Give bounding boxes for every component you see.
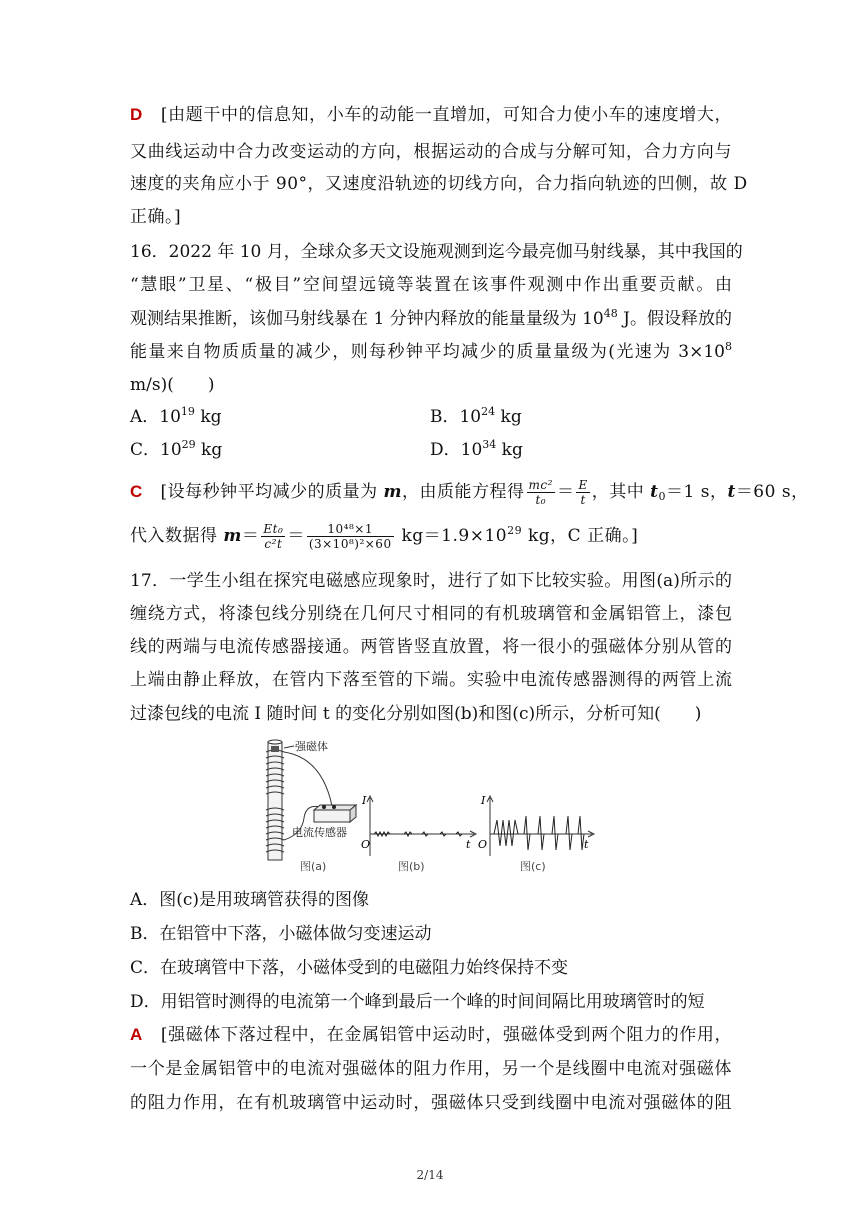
q16-explanation-line-2: 代入数据得 m＝ $\frac{\text{Et₀}}{\text{c²t}}$ ＝ $\frac{\text{10⁴⁸×1}}{\text{(3×10⁸)²×60}}$ $kg=1.9\times 10^{29}$ kg，C 正确。] [130, 522, 639, 551]
tube-with-coil [266, 740, 332, 860]
graph-c-origin: O [478, 838, 488, 851]
label-sensor: 电流传感器 [292, 826, 347, 839]
q17-option-b: B．在铝管中下落，小磁体做匀变速运动 [130, 924, 432, 944]
graph-b-axis-t: t [466, 838, 471, 851]
page-number: 2/14 [416, 1168, 444, 1182]
label-magnet: 强磁体 [295, 740, 328, 753]
q15-explanation-line-2: 又曲线运动中合力改变运动的方向，根据运动的合成与分解可知，合力方向与 [130, 142, 732, 162]
q15-explanation-line-1 [130, 103, 732, 127]
q16-option-d: D．$10^{34}$ kg [430, 438, 523, 460]
q16-explanation-line-1: C [设每秒钟平均减少的质量为 m，由质能方程得 $\frac{\text{mc²}}{\text{t₀}}$ ＝ $\frac{E}{t}$ ，其中 $t_0=1$ s，t＝60 s， [130, 478, 809, 507]
graph-b-axis-i: I [362, 794, 367, 807]
graph-b [361, 794, 476, 873]
q17-figure [262, 738, 602, 878]
q17-option-a: A．图(c)是用玻璃管获得的图像 [130, 890, 370, 910]
q17-stem-line-5: 过漆包线的电流 I 随时间 t 的变化分别如图(b)和图(c)所示，分析可知( ) [130, 704, 702, 724]
q17-answer-letter: A [130, 1025, 143, 1044]
graph-c-axis-i: I [481, 794, 486, 807]
fraction-numeric: $\frac{\text{10⁴⁸×1}}{\text{(3×10⁸)²×60}}$ [308, 522, 392, 551]
fraction-e-t: $\frac{E}{t}$ [578, 478, 588, 507]
graph-c [478, 794, 594, 873]
q16-option-a: A．$10^{19}$ kg [130, 405, 222, 427]
q17-stem-line-4: 上端由静止释放，在管内下落至管的下端。实验中电流传感器测得的两管上流 [130, 670, 732, 690]
q16-stem-line-5: m/s)( ) [130, 375, 215, 395]
caption-a: 图(a) [300, 860, 327, 873]
q17-explanation-line-2: 一个是金属铝管中的电流对强磁体的阻力作用，另一个是线圈中电流对强磁体 [130, 1059, 732, 1079]
q17-option-c: C．在玻璃管中下落，小磁体受到的电磁阻力始终保持不变 [130, 958, 569, 978]
q16-option-c: C．$10^{29}$ kg [130, 438, 223, 460]
q16-stem-line-4: 能量来自物质质量的减少，则每秒钟平均减少的质量量级为(光速为 $3\times 10^8$ [130, 340, 732, 362]
q17-stem-line-3: 线的两端与电流传感器接通。两管皆竖直放置，将一很小的强磁体分别从管的 [130, 637, 732, 657]
q16-answer-letter: C [130, 482, 143, 501]
q16-option-b: B．$10^{24}$ kg [430, 405, 522, 427]
q15-explanation-line-4: 正确。] [130, 207, 182, 227]
graph-c-axis-t: t [584, 838, 589, 851]
q16-stem-line-3: 观测结果推断，该伽马射线暴在 1 分钟内释放的能量量级为 $10^{48}$ J。假设释放的 [130, 307, 732, 329]
q16-stem-line-2: “慧眼”卫星、“极目”空间望远镜等装置在该事件观测中作出重要贡献。由 [130, 275, 732, 295]
q17-explanation-line-1: A [强磁体下落过程中，在金属铝管中运动时，强磁体受到两个阻力的作用， [130, 1025, 732, 1045]
caption-c: 图(c) [520, 860, 546, 873]
q16-stem-line-1: 16．2022 年 10 月，全球众多天文设施观测到迄今最亮伽马射线暴，其中我国的 [130, 242, 743, 262]
fraction-mc2-t0: $\frac{\text{mc²}}{\text{t₀}}$ [528, 478, 553, 507]
q15-answer-letter: D [130, 105, 143, 124]
caption-b: 图(b) [398, 860, 425, 873]
graph-b-origin: O [361, 838, 371, 851]
current-sensor [314, 805, 356, 822]
q17-option-d: D．用铝管时测得的电流第一个峰到最后一个峰的时间间隔比用玻璃管时的短 [130, 992, 705, 1012]
q15-explanation-line-3: 速度的夹角应小于 90°，又速度沿轨迹的切线方向，合力指向轨迹的凹侧，故 D [130, 174, 748, 194]
q17-stem-line-2: 缠绕方式，将漆包线分别绕在几何尺寸相同的有机玻璃管和金属铝管上，漆包 [130, 604, 732, 624]
q15-explanation-text-1: [由题干中的信息知，小车的动能一直增加，可知合力使小车的速度增大， [160, 105, 732, 125]
q17-explanation-line-3: 的阻力作用，在有机玻璃管中运动时，强磁体只受到线圈中电流对强磁体的阻 [130, 1093, 732, 1113]
q17-stem-line-1: 17．一学生小组在探究电磁感应现象时，进行了如下比较实验。用图(a)所示的 [130, 571, 732, 591]
fraction-et0-c2t: $\frac{\text{Et₀}}{\text{c²t}}$ [263, 522, 284, 551]
